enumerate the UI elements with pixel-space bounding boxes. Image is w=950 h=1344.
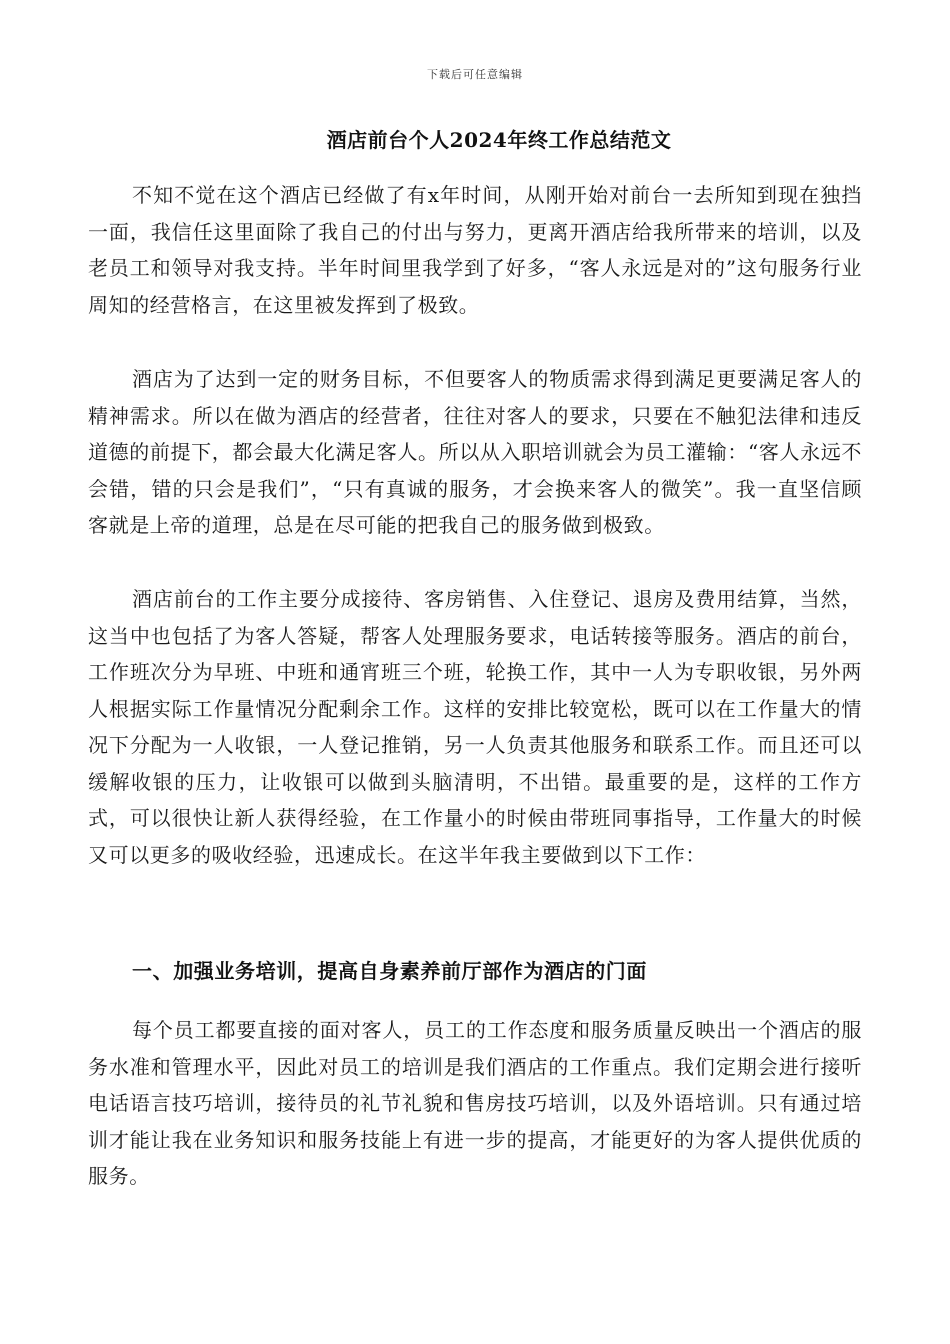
document-title: 酒店前台个人2024年终工作总结范文 bbox=[326, 128, 672, 152]
header-note: 下载后可任意编辑 bbox=[427, 68, 523, 81]
paragraph-front-desk-duties: 酒店前台的工作主要分成接待、客房销售、入住登记、退房及费用结算，当然，这当中也包括了为客人答疑，帮客人处理服务要求，电话转接等服务。酒店的前台，工作班次分为早班、中班和通宵班三个班，轮换工作，其中一人为专职收银，另外两人根据实际工作量情况分配剩余工作。这样的安排比较宽松，既可以在工作量大的情况下分配为一人收银，一人登记推销，另一人负责其他服务和联系工作。而且还可以缓解收银的压力，让收银可以做到头脑清明，不出错。最重要的是，这样的工作方式，可以很快让新人获得经验，在工作量小的时候由带班同事指导，工作量大的时候又可以更多的吸收经验，迅速成长。在这半年我主要做到以下工作： bbox=[88, 587, 862, 867]
paragraph-training: 每个员工都要直接的面对客人，员工的工作态度和服务质量反映出一个酒店的服务水准和管理水平，因此对员工的培训是我们酒店的工作重点。我们定期会进行接听电话语言技巧培训，接待员的礼节礼貌和售房技巧培训，以及外语培训。只有通过培训才能让我在业务知识和服务技能上有进一步的提高，才能更好的为客人提供优质的服务。 bbox=[88, 1018, 862, 1188]
paragraph-service-philosophy: 酒店为了达到一定的财务目标，不但要客人的物质需求得到满足更要满足客人的精神需求。所以在做为酒店的经营者，往往对客人的要求，只要在不触犯法律和违反道德的前提下，都会最大化满足客人。所以从入职培训就会为员工灌输：“客人永远不会错，错的只会是我们”，“只有真诚的服务，才会换来客人的微笑”。我一直坚信顾客就是上帝的道理，总是在尽可能的把我自己的服务做到极致。 bbox=[88, 367, 862, 537]
paragraph-intro: 不知不觉在这个酒店已经做了有x年时间，从刚开始对前台一去所知到现在独挡一面，我信任这里面除了我自己的付出与努力，更离开酒店给我所带来的培训，以及老员工和领导对我支持。半年时间里我学到了好多，“客人永远是对的”这句服务行业周知的经营格言，在这里被发挥到了极致。 bbox=[88, 183, 862, 317]
section-heading: 一、加强业务培训，提高自身素养前厅部作为酒店的门面 bbox=[132, 959, 647, 983]
